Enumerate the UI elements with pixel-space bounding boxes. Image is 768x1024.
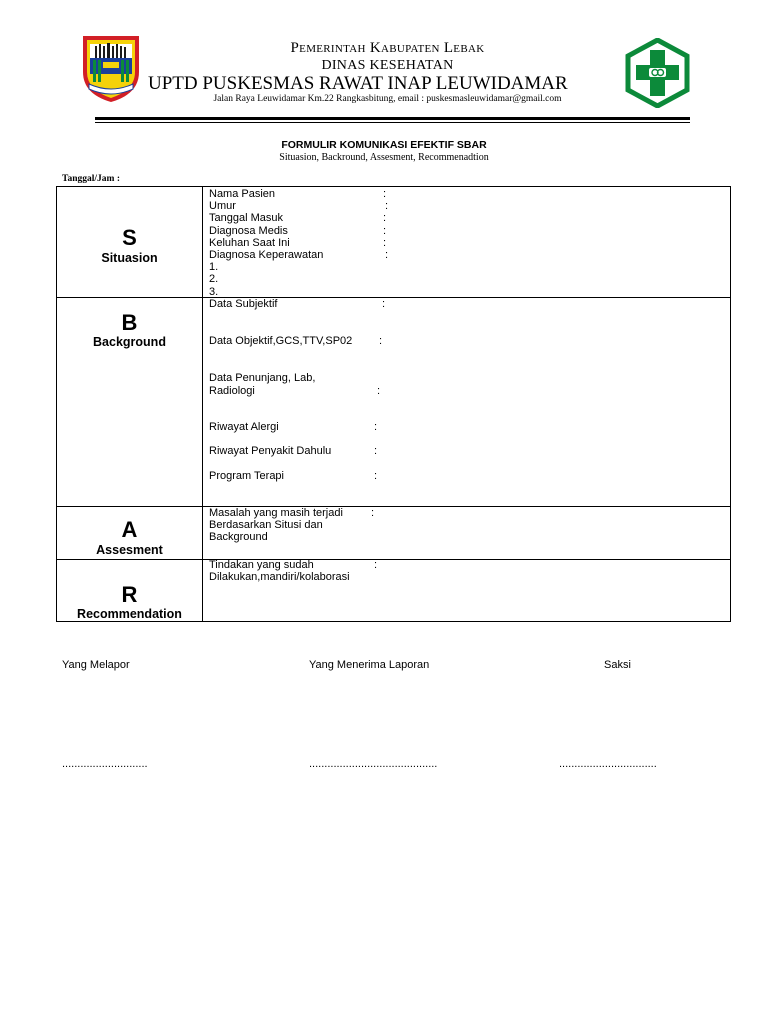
recommendation-line-2: Dilakukan,mandiri/kolaborasi <box>209 571 350 584</box>
kabupaten-lebak-logo <box>75 32 147 104</box>
field-data-objektif: Data Objektif,GCS,TTV,SP02 <box>209 335 353 347</box>
situation-colons <box>383 188 388 261</box>
reporter-signature-line: ............................ <box>62 758 148 770</box>
witness-label: Saksi <box>604 659 631 671</box>
situation-label: Situasion <box>101 251 158 265</box>
colon: : <box>383 212 387 225</box>
header-rule-thick <box>95 117 690 120</box>
colon: : <box>374 470 378 482</box>
header-department: DINAS KESEHATAN <box>321 58 454 73</box>
recommendation-letter: R <box>121 582 138 607</box>
row-divider-s-b <box>57 297 730 298</box>
field-keluhan: Keluhan Saat Ini <box>209 236 290 249</box>
witness-signature-line: ................................ <box>559 758 657 770</box>
assessment-line-3: Background <box>209 531 268 544</box>
recommendation-text <box>209 559 350 583</box>
field-diagnosa-keperawatan: Diagnosa Keperawatan <box>209 249 324 262</box>
row-divider-b-a <box>57 506 730 507</box>
header-government: Pemerintah Kabupaten Lebak <box>290 40 485 56</box>
situation-fields <box>209 188 323 298</box>
recommendation-label: Recommendation <box>77 607 182 621</box>
recommendation-line-1: Tindakan yang sudah <box>209 559 314 571</box>
colon: : <box>377 385 381 397</box>
colon: : <box>379 335 383 347</box>
header-institution: UPTD PUSKESMAS RAWAT INAP LEUWIDAMAR <box>148 73 568 94</box>
field-nama-pasien: Nama Pasien <box>209 188 276 200</box>
colon: : <box>385 249 389 262</box>
column-divider <box>202 187 203 621</box>
receiver-signature-line: .......................................... <box>309 758 438 770</box>
header-rule-thin <box>95 122 690 123</box>
field-radiologi: Radiologi <box>209 385 255 397</box>
row-divider-a-r <box>57 559 730 560</box>
sbar-table <box>56 186 731 622</box>
date-time-label: Tanggal/Jam : <box>62 174 120 184</box>
colon: : <box>374 445 378 457</box>
situation-letter: S <box>122 225 137 250</box>
assessment-text <box>209 507 343 544</box>
field-riwayat-alergi: Riwayat Alergi <box>209 421 279 433</box>
field-data-penunjang: Data Penunjang, Lab, <box>209 372 316 384</box>
assessment-letter: A <box>121 517 138 542</box>
assessment-line-2: Berdasarkan Situsi dan <box>209 519 323 532</box>
colon: : <box>382 298 386 310</box>
field-diagnosa-medis: Diagnosa Medis <box>209 224 288 237</box>
item-1: 1. <box>209 261 219 274</box>
assessment-line-1: Masalah yang masih terjadi <box>209 507 343 519</box>
header-address: Jalan Raya Leuwidamar Km.22 Rangkasbitung, email : puskesmasleuwidamar@gmail.com <box>213 94 562 104</box>
colon: : <box>383 236 387 249</box>
field-program-terapi: Program Terapi <box>209 470 284 482</box>
colon: : <box>385 200 389 213</box>
item-2: 2. <box>209 273 219 286</box>
colon: : <box>374 559 378 571</box>
reporter-label: Yang Melapor <box>62 659 130 671</box>
field-riwayat-penyakit: Riwayat Penyakit Dahulu <box>209 445 332 457</box>
background-letter: B <box>121 310 138 335</box>
puskesmas-logo <box>625 38 690 108</box>
field-tanggal-masuk: Tanggal Masuk <box>209 212 283 225</box>
background-label: Background <box>93 335 166 349</box>
assessment-label: Assesment <box>96 543 163 557</box>
colon: : <box>374 421 378 433</box>
form-title: FORMULIR KOMUNIKASI EFEKTIF SBAR <box>281 139 487 151</box>
form-subtitle: Situasion, Backround, Assesment, Recommenadtion <box>279 152 489 163</box>
receiver-label: Yang Menerima Laporan <box>309 659 430 671</box>
field-data-subjektif: Data Subjektif <box>209 298 278 310</box>
item-3: 3. <box>209 285 219 298</box>
colon: : <box>383 224 387 237</box>
colon: : <box>383 188 387 200</box>
colon: : <box>371 507 375 519</box>
field-umur: Umur <box>209 200 236 213</box>
